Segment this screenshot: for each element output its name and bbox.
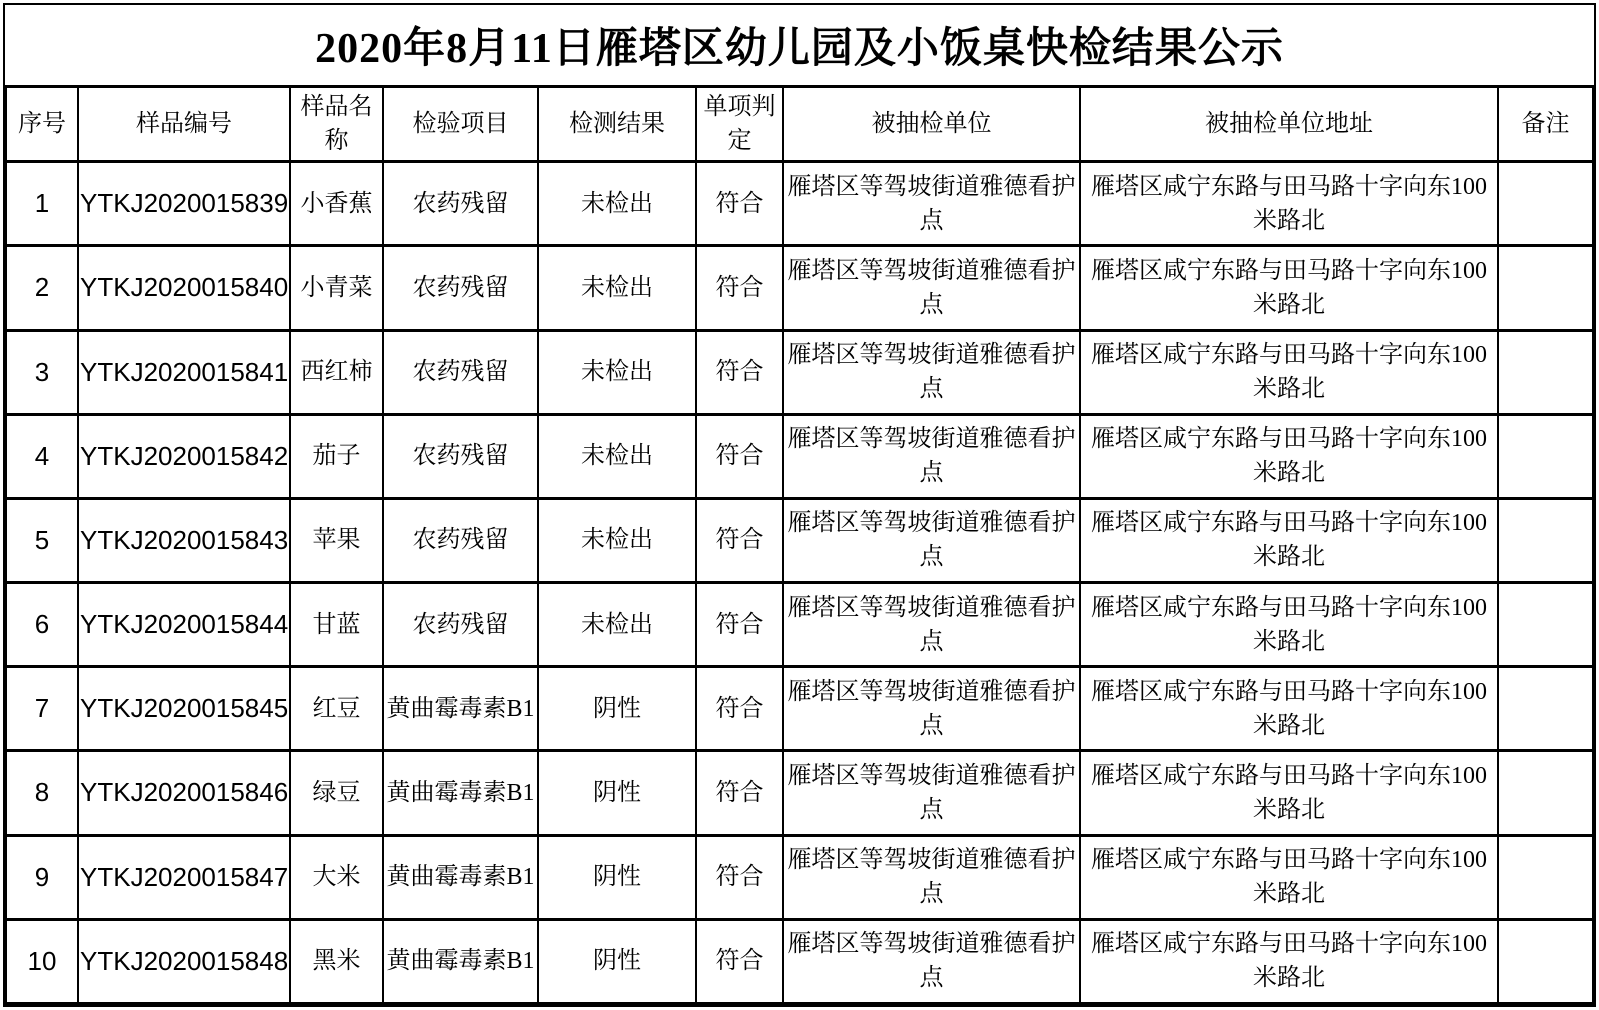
cell-judgment: 符合	[696, 583, 783, 667]
cell-judgment: 符合	[696, 330, 783, 414]
cell-address: 雁塔区咸宁东路与田马路十字向东100米路北	[1080, 583, 1498, 667]
cell-remark	[1498, 751, 1593, 835]
cell-test-result: 未检出	[538, 414, 696, 498]
header-row	[6, 87, 1593, 162]
cell-test-result: 未检出	[538, 498, 696, 582]
cell-remark	[1498, 162, 1593, 246]
cell-test-item: 农药残留	[383, 414, 538, 498]
table-row	[6, 246, 1593, 330]
cell-test-item: 黄曲霉毒素B1	[383, 751, 538, 835]
table-row	[6, 667, 1593, 751]
cell-unit: 雁塔区等驾坡街道雅德看护点	[783, 414, 1080, 498]
cell-unit: 雁塔区等驾坡街道雅德看护点	[783, 919, 1080, 1003]
cell-test-item: 黄曲霉毒素B1	[383, 667, 538, 751]
cell-judgment: 符合	[696, 498, 783, 582]
cell-remark	[1498, 246, 1593, 330]
cell-unit: 雁塔区等驾坡街道雅德看护点	[783, 330, 1080, 414]
cell-unit: 雁塔区等驾坡街道雅德看护点	[783, 835, 1080, 919]
notice-sheet	[3, 3, 1596, 1007]
page-title: 2020年8月11日雁塔区幼儿园及小饭桌快检结果公示	[315, 26, 1284, 72]
cell-remark	[1498, 583, 1593, 667]
cell-index: 4	[6, 414, 78, 498]
cell-code: YTKJ2020015839	[78, 162, 290, 246]
cell-unit: 雁塔区等驾坡街道雅德看护点	[783, 246, 1080, 330]
cell-index: 1	[6, 162, 78, 246]
cell-address: 雁塔区咸宁东路与田马路十字向东100米路北	[1080, 919, 1498, 1003]
cell-sample-name: 黑米	[290, 919, 383, 1003]
cell-test-result: 阴性	[538, 751, 696, 835]
cell-sample-name: 红豆	[290, 667, 383, 751]
cell-unit: 雁塔区等驾坡街道雅德看护点	[783, 583, 1080, 667]
cell-test-result: 未检出	[538, 246, 696, 330]
cell-remark	[1498, 498, 1593, 582]
cell-sample-name: 小青菜	[290, 246, 383, 330]
cell-sample-name: 茄子	[290, 414, 383, 498]
cell-unit: 雁塔区等驾坡街道雅德看护点	[783, 667, 1080, 751]
table-row	[6, 583, 1593, 667]
table-row	[6, 498, 1593, 582]
cell-index: 3	[6, 330, 78, 414]
cell-index: 5	[6, 498, 78, 582]
cell-code: YTKJ2020015841	[78, 330, 290, 414]
column-header-remark: 备注	[1498, 87, 1593, 162]
cell-code: YTKJ2020015847	[78, 835, 290, 919]
column-header-sample-no: 样品编号	[78, 87, 290, 162]
cell-code: YTKJ2020015848	[78, 919, 290, 1003]
cell-judgment: 符合	[696, 751, 783, 835]
cell-address: 雁塔区咸宁东路与田马路十字向东100米路北	[1080, 667, 1498, 751]
cell-test-item: 黄曲霉毒素B1	[383, 919, 538, 1003]
cell-address: 雁塔区咸宁东路与田马路十字向东100米路北	[1080, 162, 1498, 246]
cell-test-item: 黄曲霉毒素B1	[383, 835, 538, 919]
cell-judgment: 符合	[696, 414, 783, 498]
cell-index: 2	[6, 246, 78, 330]
cell-test-item: 农药残留	[383, 330, 538, 414]
cell-address: 雁塔区咸宁东路与田马路十字向东100米路北	[1080, 498, 1498, 582]
cell-test-result: 未检出	[538, 583, 696, 667]
cell-remark	[1498, 667, 1593, 751]
results-table	[5, 85, 1594, 1005]
cell-remark	[1498, 919, 1593, 1003]
cell-sample-name: 绿豆	[290, 751, 383, 835]
cell-index: 10	[6, 919, 78, 1003]
cell-sample-name: 甘蓝	[290, 583, 383, 667]
cell-test-result: 未检出	[538, 162, 696, 246]
cell-unit: 雁塔区等驾坡街道雅德看护点	[783, 162, 1080, 246]
cell-remark	[1498, 414, 1593, 498]
cell-test-item: 农药残留	[383, 246, 538, 330]
table-row	[6, 414, 1593, 498]
cell-test-item: 农药残留	[383, 498, 538, 582]
cell-judgment: 符合	[696, 835, 783, 919]
cell-test-item: 农药残留	[383, 583, 538, 667]
cell-sample-name: 西红柿	[290, 330, 383, 414]
cell-test-item: 农药残留	[383, 162, 538, 246]
cell-remark	[1498, 330, 1593, 414]
cell-code: YTKJ2020015842	[78, 414, 290, 498]
table-row	[6, 162, 1593, 246]
cell-test-result: 未检出	[538, 330, 696, 414]
cell-address: 雁塔区咸宁东路与田马路十字向东100米路北	[1080, 246, 1498, 330]
column-header-sample-name: 样品名称	[290, 87, 383, 162]
cell-address: 雁塔区咸宁东路与田马路十字向东100米路北	[1080, 414, 1498, 498]
cell-remark	[1498, 835, 1593, 919]
cell-code: YTKJ2020015843	[78, 498, 290, 582]
cell-sample-name: 小香蕉	[290, 162, 383, 246]
cell-index: 6	[6, 583, 78, 667]
cell-code: YTKJ2020015840	[78, 246, 290, 330]
table-row	[6, 751, 1593, 835]
cell-address: 雁塔区咸宁东路与田马路十字向东100米路北	[1080, 751, 1498, 835]
cell-test-result: 阴性	[538, 835, 696, 919]
cell-judgment: 符合	[696, 162, 783, 246]
cell-code: YTKJ2020015845	[78, 667, 290, 751]
column-header-index: 序号	[6, 87, 78, 162]
cell-index: 7	[6, 667, 78, 751]
column-header-sampled-unit: 被抽检单位	[783, 87, 1080, 162]
column-header-unit-address: 被抽检单位地址	[1080, 87, 1498, 162]
cell-sample-name: 大米	[290, 835, 383, 919]
cell-unit: 雁塔区等驾坡街道雅德看护点	[783, 751, 1080, 835]
cell-code: YTKJ2020015846	[78, 751, 290, 835]
column-header-judgment: 单项判定	[696, 87, 783, 162]
cell-test-result: 阴性	[538, 919, 696, 1003]
cell-index: 8	[6, 751, 78, 835]
cell-code: YTKJ2020015844	[78, 583, 290, 667]
cell-address: 雁塔区咸宁东路与田马路十字向东100米路北	[1080, 330, 1498, 414]
table-row	[6, 835, 1593, 919]
cell-judgment: 符合	[696, 919, 783, 1003]
table-body	[6, 162, 1593, 1004]
cell-test-result: 阴性	[538, 667, 696, 751]
table-row	[6, 330, 1593, 414]
cell-sample-name: 苹果	[290, 498, 383, 582]
column-header-test-result: 检测结果	[538, 87, 696, 162]
table-row	[6, 919, 1593, 1003]
cell-address: 雁塔区咸宁东路与田马路十字向东100米路北	[1080, 835, 1498, 919]
cell-unit: 雁塔区等驾坡街道雅德看护点	[783, 498, 1080, 582]
cell-index: 9	[6, 835, 78, 919]
cell-judgment: 符合	[696, 246, 783, 330]
cell-judgment: 符合	[696, 667, 783, 751]
column-header-test-item: 检验项目	[383, 87, 538, 162]
